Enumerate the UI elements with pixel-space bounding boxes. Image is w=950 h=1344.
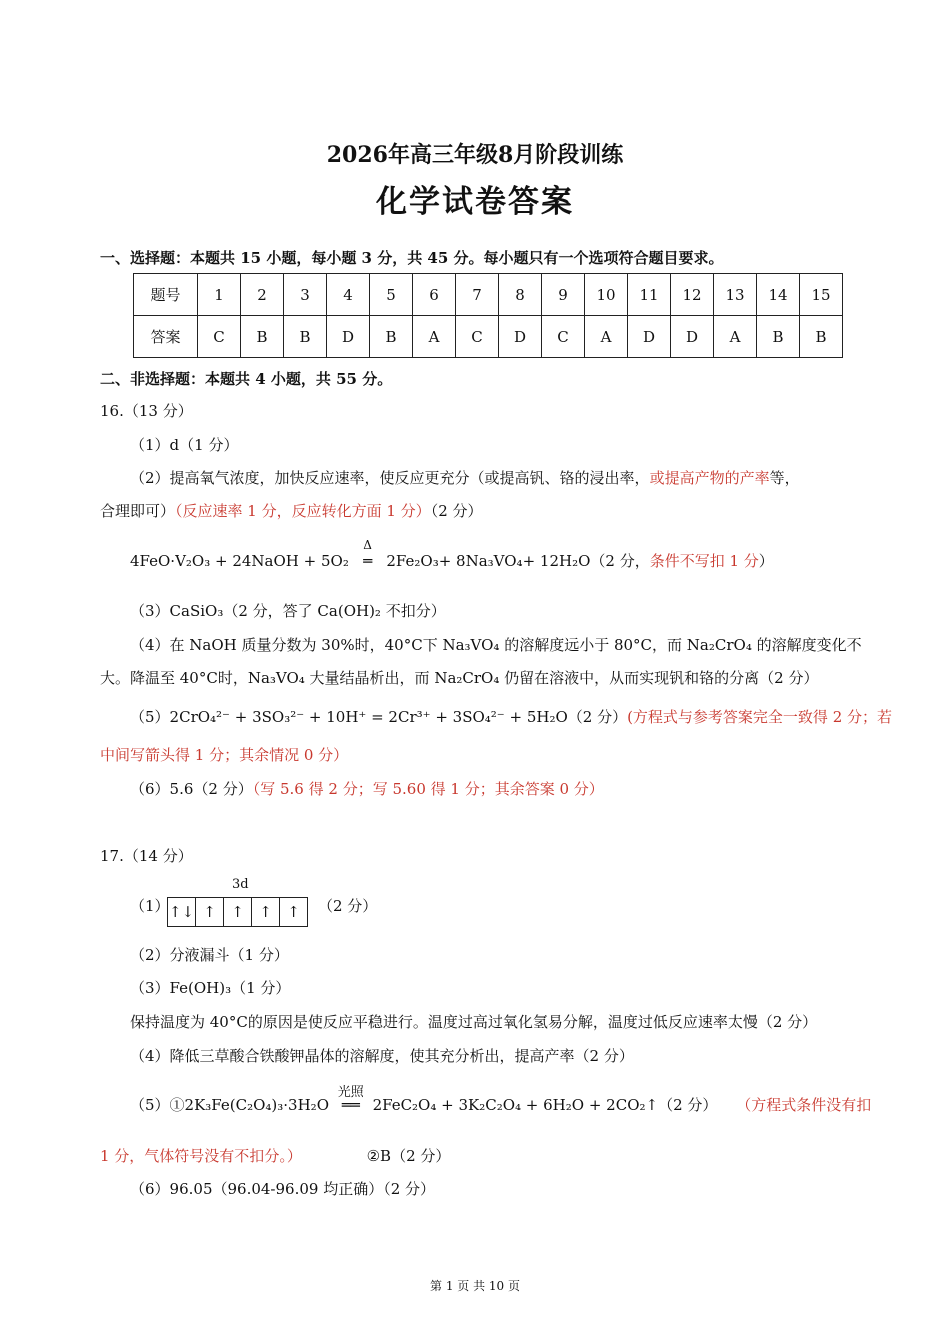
orbital-box: ↑↓ <box>168 898 196 926</box>
answer-table <box>133 273 843 358</box>
answer-cell: A <box>413 316 456 358</box>
answer-cell: C <box>456 316 499 358</box>
q16-part3: （3）CaSiO₃（2 分，答了 Ca(OH)₂ 不扣分） <box>130 602 446 620</box>
orbital-box: ↑ <box>287 903 300 921</box>
equation-left: 4FeO·V₂O₃ + 24NaOH + 5O₂ <box>130 552 349 570</box>
text: ②B（2 分） <box>366 1147 451 1165</box>
light-condition: 光照 <box>337 1085 364 1100</box>
question-number-cell: 12 <box>671 274 714 316</box>
question-number-cell: 4 <box>327 274 370 316</box>
scoring-note: （写 5.6 得 2 分；写 5.60 得 1 分；其余答案 0 分） <box>252 780 604 798</box>
q17-part5-line2 <box>100 1145 450 1166</box>
answer-cell: B <box>241 316 284 358</box>
q16-part6 <box>130 778 604 799</box>
section1-heading: 一、选择题：本题共 15 小题，每小题 3 分，共 45 分。每小题只有一个选项符合题目要求。 <box>100 249 724 267</box>
q16-heading: 16.（13 分） <box>100 402 193 420</box>
page-footer: 第 1 页 共 10 页 <box>430 1279 520 1293</box>
scoring-note: 或提高产物的产率 <box>649 469 770 487</box>
question-number-cell: 6 <box>413 274 456 316</box>
q17-part4: （4）降低三草酸合铁酸钾晶体的溶解度，使其充分析出，提高产率（2 分） <box>130 1047 634 1065</box>
equation: （5）2CrO₄²⁻ + 3SO₃²⁻ + 10H⁺ = 2Cr³⁺ + 3SO₄²⁻ + 5H₂O（2 分） <box>130 708 628 726</box>
scoring-note: 条件不写扣 1 分 <box>649 552 759 570</box>
q17-part6: （6）96.05（96.04-96.09 均正确）（2 分） <box>130 1180 436 1198</box>
reaction-condition <box>334 1085 368 1114</box>
section2-heading: 二、非选择题：本题共 4 小题，共 55 分。 <box>100 370 393 388</box>
question-number-cell: 9 <box>542 274 585 316</box>
answer-cell: B <box>284 316 327 358</box>
equals-sign: ═ <box>363 552 373 570</box>
equation-left: （5）①2K₃Fe(C₂O₄)₃·3H₂O <box>130 1096 329 1114</box>
orbital-label: 3d <box>232 877 249 892</box>
question-number-cell: 2 <box>241 274 284 316</box>
table-header-cell: 答案 <box>134 316 198 358</box>
question-number-cell: 14 <box>757 274 800 316</box>
q16-part2-line1 <box>130 467 800 488</box>
answer-cell: B <box>757 316 800 358</box>
orbital-box: ↑ <box>252 898 280 926</box>
scoring-note: （方程式条件没有扣 <box>736 1096 872 1114</box>
question-number-cell: 13 <box>714 274 757 316</box>
page-title: 2026年高三年级8月阶段训练 <box>326 142 624 168</box>
question-number-cell: 7 <box>456 274 499 316</box>
question-number-cell: 3 <box>284 274 327 316</box>
text: （2 分） <box>430 502 483 520</box>
q17-part2: （2）分液漏斗（1 分） <box>130 946 289 964</box>
q16-part4-line2: 大。降温至 40°C时，Na₃VO₄ 大量结晶析出，而 Na₂CrO₄ 仍留在溶液中，从而实现钒和铬的分离（2 分） <box>100 669 819 687</box>
question-number-cell: 15 <box>800 274 843 316</box>
equation-right: 2FeC₂O₄ + 3K₂C₂O₄ + 6H₂O + 2CO₂↑（2 分） <box>372 1096 718 1114</box>
answer-cell: B <box>800 316 843 358</box>
q16-part5-line1 <box>130 706 892 727</box>
scoring-note: (方程式与参考答案完全一致得 2 分；若 <box>627 708 893 726</box>
answer-cell: D <box>628 316 671 358</box>
q16-equation <box>130 538 774 571</box>
answer-cell: C <box>198 316 241 358</box>
table-header-cell: 题号 <box>134 274 198 316</box>
text: （6）5.6（2 分） <box>130 780 253 798</box>
orbital-box: ↑ <box>196 898 224 926</box>
q17-part1: （1） <box>130 897 170 915</box>
page-subtitle: 化学试卷答案 <box>376 184 574 220</box>
scoring-note: （反应速率 1 分，反应转化方面 1 分） <box>175 502 431 520</box>
answer-cell: C <box>542 316 585 358</box>
orbital-box: ↑ <box>224 898 252 926</box>
question-number-cell: 8 <box>499 274 542 316</box>
answer-cell: B <box>370 316 413 358</box>
heat-symbol: Δ <box>363 538 372 552</box>
orbital-diagram <box>167 897 308 927</box>
reaction-condition <box>354 538 382 570</box>
text: 等， <box>769 469 800 487</box>
q17-part3: （3）Fe(OH)₃（1 分） <box>130 979 291 997</box>
equals-sign: ══ <box>341 1096 360 1114</box>
answer-cell: D <box>671 316 714 358</box>
scoring-note: 1 分，气体符号没有不扣分。） <box>100 1147 302 1165</box>
text: ） <box>758 552 774 570</box>
q16-part1: （1）d（1 分） <box>130 436 239 454</box>
text: 合理即可） <box>100 502 176 520</box>
answer-cell: A <box>585 316 628 358</box>
question-number-cell: 11 <box>628 274 671 316</box>
table-row-answers <box>134 316 843 358</box>
answer-cell: A <box>714 316 757 358</box>
equation-right: 2Fe₂O₃+ 8Na₃VO₄+ 12H₂O（2 分， <box>386 552 650 570</box>
q17-part5-line1 <box>130 1085 872 1115</box>
question-number-cell: 1 <box>198 274 241 316</box>
q17-heading: 17.（14 分） <box>100 847 193 865</box>
question-number-cell: 5 <box>370 274 413 316</box>
text: （2）提高氧气浓度，加快反应速率，使反应更充分（或提高钒、铬的浸出率， <box>130 469 650 487</box>
q16-part4-line1: （4）在 NaOH 质量分数为 30%时，40°C下 Na₃VO₄ 的溶解度远小于 80°C，而 Na₂CrO₄ 的溶解度变化不 <box>130 636 862 654</box>
answer-cell: D <box>327 316 370 358</box>
q17-part1-score: （2 分） <box>318 897 378 915</box>
q16-part5-line2: 中间写箭头得 1 分；其余情况 0 分） <box>100 746 349 764</box>
q17-part3-reason: 保持温度为 40°C的原因是使反应平稳进行。温度过高过氧化氢易分解，温度过低反应速率太慢（2 分） <box>130 1013 818 1031</box>
question-number-cell: 10 <box>585 274 628 316</box>
table-row-numbers <box>134 274 843 316</box>
q16-part2-line2 <box>100 500 483 521</box>
answer-cell: D <box>499 316 542 358</box>
